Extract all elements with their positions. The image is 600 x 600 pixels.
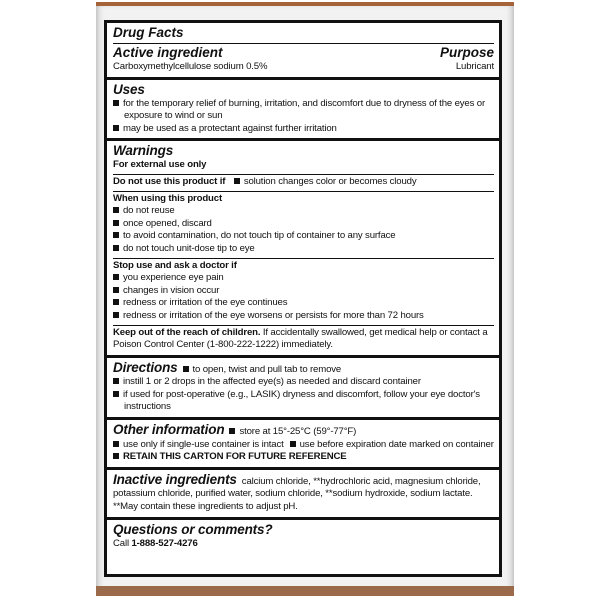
warnings-divider	[113, 258, 494, 259]
list-item: to avoid contamination, do not touch tip of container to any surface	[113, 230, 494, 243]
questions-heading: Questions or comments?	[113, 521, 273, 537]
inactive-ingredients-note: **May contain these ingredients to adjust pH.	[113, 501, 298, 513]
external-use-note: For external use only	[113, 159, 207, 171]
other-info-line: RETAIN THIS CARTON FOR FUTURE REFERENCE	[113, 451, 494, 464]
list-item: you experience eye pain	[113, 272, 494, 285]
when-using-label: When using this product	[113, 192, 223, 204]
bullet-icon	[113, 378, 119, 384]
bullet-icon	[113, 274, 119, 280]
list-item: if used for post-operative (e.g., LASIK) dryness and discomfort, follow your eye doctor's instructions	[113, 389, 494, 414]
directions-first-line: Directions to open, twist and pull tab to remove	[113, 359, 342, 375]
directions-heading: Directions	[113, 359, 178, 375]
other-info-first-line: Other information store at 15°-25°C (59°-77°F)	[113, 422, 357, 438]
bullet-icon	[229, 428, 235, 434]
active-ingredient-section	[107, 23, 499, 80]
list-item: redness or irritation of the eye continues	[113, 297, 494, 310]
inactive-ingredients-heading: Inactive ingredients	[113, 471, 237, 487]
bullet-icon	[113, 287, 119, 293]
purpose-value: Lubricant	[455, 61, 494, 72]
inactive-ingredients-section	[107, 470, 499, 520]
inactive-ingredients-text: Inactive ingredients calcium chloride, **hydrochloric acid, magnesium chloride, potassium chloride, purified water, sodium chloride, **sodium hydroxide, sodium lactate.	[113, 471, 481, 500]
stop-use-label: Stop use and ask a doctor if	[113, 259, 237, 271]
warnings-section	[107, 141, 499, 357]
bullet-icon	[113, 299, 119, 305]
warnings-divider	[113, 191, 494, 192]
list-item: once opened, discard	[113, 218, 494, 231]
do-not-use-line: Do not use this product if solution changes color or becomes cloudy	[113, 175, 417, 187]
bullet-icon	[113, 312, 119, 318]
directions-section	[107, 358, 499, 420]
other-information-section	[107, 420, 499, 470]
call-label: Call	[113, 537, 129, 549]
active-ingredient-name: Carboxymethylcellulose sodium 0.5%	[113, 61, 268, 72]
list-item: instill 1 or 2 drops in the affected eye(s) as needed and discard container	[113, 376, 494, 389]
drug-facts-panel	[104, 20, 502, 577]
warnings-heading: Warnings	[113, 143, 174, 159]
bullet-icon	[113, 441, 119, 447]
uses-heading: Uses	[113, 81, 145, 97]
bullet-icon	[113, 207, 119, 213]
bullet-icon	[113, 125, 119, 131]
bullet-icon	[113, 453, 119, 459]
warnings-divider	[113, 174, 494, 175]
purpose-heading: Purpose	[439, 45, 494, 60]
bullet-icon	[113, 220, 119, 226]
list-item: do not touch unit-dose tip to eye	[113, 243, 494, 256]
bullet-icon	[234, 178, 240, 184]
other-information-heading: Other information	[113, 422, 225, 438]
keep-out-of-reach: Keep out of the reach of children. If accidentally swallowed, get medical help or contact a Poison Control Center (1-800-222-1222) immediately.	[113, 326, 488, 351]
phone-line	[113, 538, 494, 551]
phone-number[interactable]: 1-888-527-4276	[131, 537, 198, 549]
bullet-icon	[113, 245, 119, 251]
list-item: redness or irritation of the eye worsens or persists for more than 72 hours	[113, 310, 494, 323]
bullet-icon	[183, 366, 189, 372]
list-item: for the temporary relief of burning, irritation, and discomfort due to dryness of the eyes or exposure to wind or sun	[113, 98, 494, 123]
bullet-icon	[113, 100, 119, 106]
uses-section	[107, 80, 499, 142]
other-info-line: use only if single-use container is intact use before expiration date marked on container	[113, 439, 494, 452]
questions-section	[107, 520, 499, 554]
list-item: changes in vision occur	[113, 285, 494, 298]
bullet-icon	[290, 441, 296, 447]
title-divider	[113, 43, 494, 44]
list-item: do not reuse	[113, 205, 494, 218]
warnings-divider	[113, 325, 494, 326]
bullet-icon	[113, 232, 119, 238]
active-ingredient-heading: Active ingredient	[113, 45, 223, 60]
bullet-icon	[113, 391, 119, 397]
list-item: may be used as a protectant against further irritation	[113, 123, 494, 136]
drug-facts-title: Drug Facts	[113, 25, 184, 40]
